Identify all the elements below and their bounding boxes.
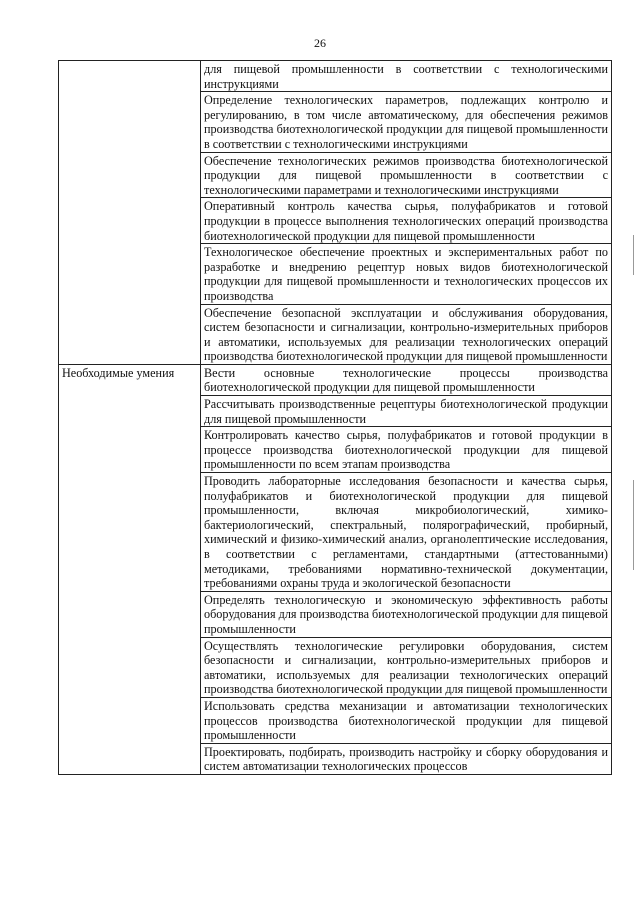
table-row: [59, 364, 612, 395]
table-cell: Определение технологических параметров, подлежащих контролю и регулированию, в том числе автоматическому, для обеспечения режимов производства биотехнологической продукции для пищевой промышленности в соответствии с технологическими инструкциями: [201, 92, 612, 152]
table-row: [59, 61, 612, 92]
table-cell: Использовать средства механизации и автоматизации технологических процессов производства биотехнологической продукции для пищевой промышленности: [201, 697, 612, 743]
table-cell: Вести основные технологические процессы производства биотехнологической продукции для пищевой промышленности: [201, 364, 612, 395]
table-cell: Рассчитывать производственные рецептуры биотехнологической продукции для пищевой промышленности: [201, 396, 612, 427]
page-number: 26: [314, 36, 326, 50]
scan-margin-mark: [633, 235, 634, 275]
table-cell: Осуществлять технологические регулировки оборудования, систем безопасности и сигнализации, контрольно-измерительных приборов и автоматики, используемых для реализации технологических операций производства биотехнологической продукции для пищевой промышленности: [201, 637, 612, 697]
requirements-table: [58, 60, 612, 775]
section-label-skills: Необходимые умения: [59, 364, 201, 774]
table-cell: Обеспечение безопасной эксплуатации и обслуживания оборудования, систем безопасности и сигнализации, контрольно-измерительных приборов и автоматики, используемых для реализации технологических операций производства биотехнологической продукции для пищевой промышленности: [201, 304, 612, 364]
table-cell: Контролировать качество сырья, полуфабрикатов и готовой продукции в процессе производства биотехнологической продукции для пищевой промышленности по всем этапам производства: [201, 427, 612, 473]
table-cell: Технологическое обеспечение проектных и экспериментальных работ по разработке и внедрению рецептур новых видов биотехнологической продукции для пищевой промышленности и технологических процессов их производства: [201, 244, 612, 304]
table-cell: Определять технологическую и экономическую эффективность работы оборудования для производства биотехнологической продукции для пищевой промышленности: [201, 591, 612, 637]
table-cell: для пищевой промышленности в соответствии с технологическими инструкциями: [201, 61, 612, 92]
table-cell: Обеспечение технологических режимов производства биотехнологической продукции для пищевой промышленности в соответствии с технологическими параметрами и технологическими инструкциями: [201, 152, 612, 198]
section-label-cell: [59, 61, 201, 365]
table-cell: Проводить лабораторные исследования безопасности и качества сырья, полуфабрикатов и биотехнологической продукции для пищевой промышленности, включая микробиологический, химико-бактериологический, спектральный, полярографический, пробирный, химический и физико-химический анализ, органолептические исследования, в соответствии с регламентами, стандартными (аттестованными) методиками, требованиями нормативно-технической документации, требованиями охраны труда и экологической безопасности: [201, 473, 612, 592]
table-cell: Проектировать, подбирать, производить настройку и сборку оборудования и систем автоматизации технологических процессов: [201, 743, 612, 774]
scan-margin-mark: [633, 480, 634, 570]
table-cell: Оперативный контроль качества сырья, полуфабрикатов и готовой продукции в процессе выполнения технологических операций производства биотехнологической продукции для пищевой промышленности: [201, 198, 612, 244]
